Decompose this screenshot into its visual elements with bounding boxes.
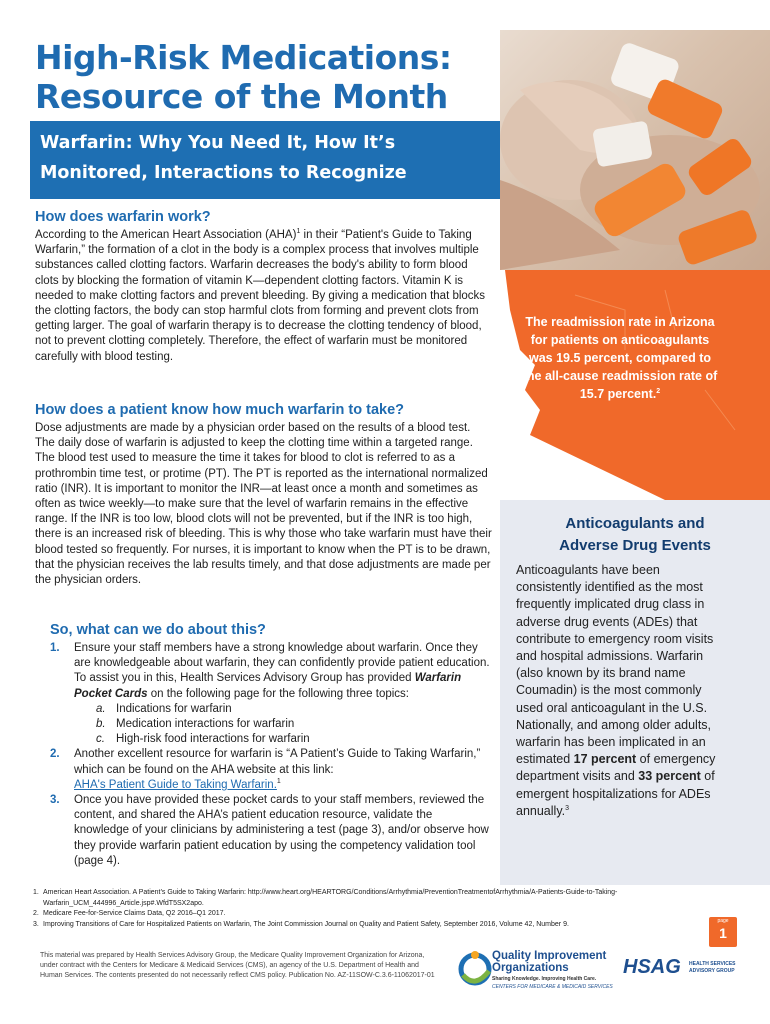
list-item-text: Once you have provided these pocket cards to your staff members, reviewed the content, and shared the AHA’s patient education resource, validate the knowledge of your clinicians by administering a test (page 3), and/or observe how they provide warfarin patient education by using the competency validation tool (page 4). bbox=[74, 794, 489, 867]
section-heading-what-can-we-do: So, what can we do about this? bbox=[50, 622, 266, 638]
sub-item-text: High-risk food interactions for warfarin bbox=[116, 733, 310, 746]
warfarin-pocket-cards-emphasis: Warfarin Pocket Cards bbox=[74, 672, 462, 700]
sub-item-letter: c. bbox=[96, 733, 105, 746]
footnote-text: Improving Transitions of Care for Hospitalized Patients on Warfarin, The Joint Commission Journal on Quality and Patient Safety, September 2016, Volume 42, Number 9. bbox=[43, 920, 569, 928]
sidebar-title-line2: Adverse Drug Events bbox=[559, 537, 711, 554]
hsag-logo: HSAG bbox=[623, 956, 681, 978]
list-item-number: 1. bbox=[50, 642, 60, 654]
list-item bbox=[50, 793, 490, 869]
qio-line1: Quality Improvement bbox=[492, 950, 607, 962]
footnotes bbox=[33, 888, 723, 930]
footnote-text: Medicare Fee-for-Service Claims Data, Q2 2016–Q1 2017. bbox=[43, 910, 226, 917]
sub-list-item bbox=[50, 702, 490, 717]
arizona-stat-text: The readmission rate in Arizona for patients on anticoagulants was 19.5 percent, compared to the all-cause readmission rate of 15.7 percent. bbox=[522, 315, 718, 401]
sidebar-body-mid: of emergency department visits and bbox=[516, 752, 716, 784]
footnote-number: 2. bbox=[33, 910, 39, 917]
hsag-logo-subtext: HEALTH SERVICES ADVISORY GROUP bbox=[689, 961, 736, 974]
section1-body-post: in their “Patient's Guide to Taking Warfarin,” the formation of a clot in the body is a complex process that involves multiple substances called clotting factors. Warfarin decreases the body's ability to form blood clots by blocking the formation of vitamin K—dependent clotting factors. Vitamin K is needed to make clotting factors and prevent bleeding. By giving a medication that blocks the clotting factors, the body can stop harmful clots from forming and prevent clots from getting larger. The goal of warfarin therapy is to decrease the clotting tendency of blood, not to prevent clotting completely. Therefore, the effect of warfarin must be monitored carefully with blood testing. bbox=[35, 229, 486, 363]
footnote-number: 1. bbox=[33, 889, 39, 896]
page-title bbox=[35, 38, 495, 116]
list-item bbox=[50, 641, 490, 702]
sidebar-stat-33: 33 percent bbox=[638, 769, 701, 784]
action-list bbox=[50, 641, 490, 869]
list-item bbox=[50, 747, 490, 793]
section1-body-pre: According to the American Heart Association (AHA) bbox=[35, 229, 297, 241]
sidebar-title bbox=[510, 513, 760, 557]
sidebar-footnote-ref: 3 bbox=[565, 804, 570, 812]
section-heading-how-warfarin-works: How does warfarin work? bbox=[35, 209, 211, 225]
qio-line2: Organizations bbox=[492, 962, 569, 974]
sub-item-letter: b. bbox=[96, 718, 106, 731]
qio-tagline: Sharing Knowledge. Improving Health Care. bbox=[492, 976, 597, 982]
sub-item-letter: a. bbox=[96, 702, 106, 715]
sub-item-text: Indications for warfarin bbox=[116, 702, 232, 715]
sidebar-body bbox=[516, 562, 716, 820]
section-body-how-warfarin-works bbox=[35, 228, 493, 365]
arizona-stat-sup: 2 bbox=[656, 387, 661, 395]
footnote bbox=[33, 888, 723, 909]
list-item-number: 3. bbox=[50, 794, 60, 807]
page-title-line1: High-Risk Medications: bbox=[35, 38, 452, 77]
footnote bbox=[33, 909, 723, 920]
section-heading-how-much-warfarin: How does a patient know how much warfarin to take? bbox=[35, 402, 404, 418]
footnote-number: 3. bbox=[33, 920, 39, 928]
page-title-line2: Resource of the Month bbox=[35, 77, 448, 116]
arizona-readmission-stat bbox=[520, 313, 720, 403]
link-footnote-ref: 1 bbox=[276, 778, 281, 785]
page-number-badge bbox=[709, 917, 737, 947]
page-subtitle-line1: Warfarin: Why You Need It, How It’s bbox=[40, 133, 396, 153]
sidebar-body-post: of emergent hospitalizations for ADEs annually. bbox=[516, 769, 715, 818]
sub-item-text: Medication interactions for warfarin bbox=[116, 718, 295, 731]
qio-logo-text bbox=[492, 950, 622, 974]
list-item-number: 2. bbox=[50, 748, 60, 761]
list-item-text: Another excellent resource for warfarin is “A Patient’s Guide to Taking Warfarin,” which can be found on the AHA website at this link: bbox=[74, 748, 481, 776]
page-word: page bbox=[717, 918, 729, 924]
footnote-text: American Heart Association. A Patient’s Guide to Taking Warfarin: http://www.heart.org/HEARTORG/Conditions/Arrhythmia/PreventionTreatmentofArrhythmia/A-Patients-Guide-to-Taking-Warfarin_UCM_444996_Article.jsp#.WfdT5SX2apo. bbox=[43, 889, 618, 907]
sub-list-item bbox=[50, 717, 490, 732]
page-subtitle-line2: Monitored, Interactions to Recognize bbox=[40, 163, 407, 183]
medication-bottles-photo bbox=[500, 30, 770, 270]
section1-footnote-ref: 1 bbox=[296, 228, 301, 236]
aha-patient-guide-link[interactable]: AHA's Patient Guide to Taking Warfarin. bbox=[74, 778, 277, 791]
sidebar-stat-17: 17 percent bbox=[573, 752, 637, 767]
sidebar-body-pre: Anticoagulants have been consistently identified as the most frequently implicated drug class in adverse drug events (ADEs) that contribute to emergency room visits and hospital admissions. Warfarin (also known by its brand name Coumadin) is the most commonly used oral anticoagulant in the U.S. Nationally, and among older adults, warfarin has been implicated in an estimated bbox=[516, 563, 714, 767]
qio-cms-line: CENTERS FOR MEDICARE & MEDICAID SERVICES bbox=[492, 984, 613, 990]
list-item-text: Ensure your staff members have a strong knowledge about warfarin. Once they are knowledgeable about warfarin, they can confidently provide patient education. To assist you in this, Health Services Advisory Group has provided bbox=[74, 642, 490, 685]
disclaimer-text: This material was prepared by Health Services Advisory Group, the Medicare Quality Improvement Organization for Arizona, under contract with the Centers for Medicare & Medicaid Services (CMS), an agency of the U.S. Department of Health and Human Services. The contents presented do not necessarily reflect CMS policy. Publication No. AZ-11SOW-C.3.6-11062017-01 bbox=[40, 952, 435, 979]
footnote bbox=[33, 920, 723, 931]
sub-list-item bbox=[50, 732, 490, 747]
page-subtitle bbox=[40, 128, 490, 188]
page-number: 1 bbox=[719, 925, 727, 941]
section-body-how-much-warfarin: Dose adjustments are made by a physician order based on the results of a blood test. The daily dose of warfarin is adjusted to keep the clotting time within a targeted range. The blood test used to measure the time it takes for blood to clot is referred to as a prothrombin time test, or protime (PT). The PT is reported as the international normalized ratio (INR). It is important to monitor the INR—at least once a month and sometimes as often as twice weekly—to make sure that the level of warfarin remains in the effective range. If the INR is too low, blood clots will not be prevented, but if the INR is too high, there is an increased risk of bleeding. This is why those who take warfarin must have their blood tested so frequently. For nurses, it is important to know when the PT is to be drawn, that the physician receives the lab results timely, and that dose adjustments are made per the physician orders. bbox=[35, 422, 492, 587]
sidebar-title-line1: Anticoagulants and bbox=[565, 515, 705, 532]
list-item-text-post: on the following page for the following three topics: bbox=[147, 687, 409, 700]
